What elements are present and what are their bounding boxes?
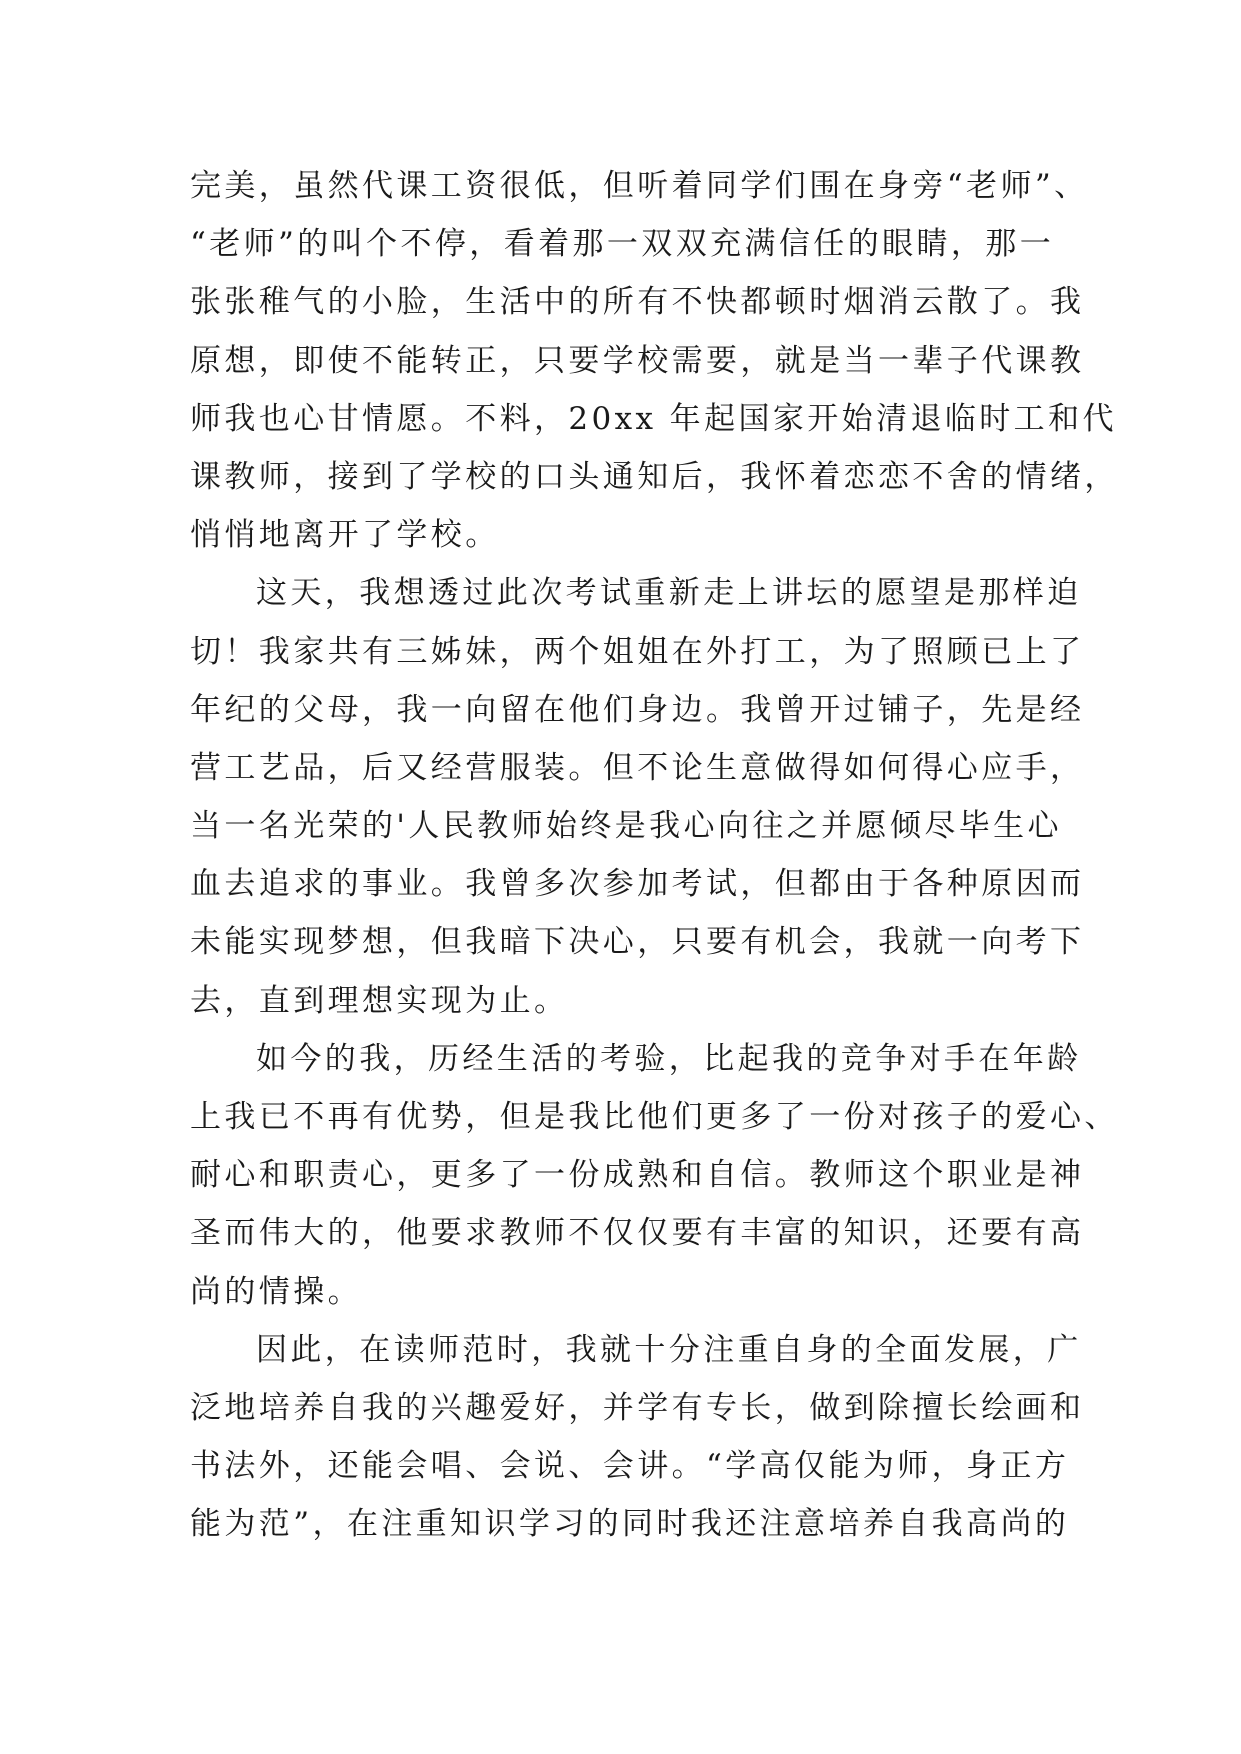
body-text: [190, 157, 1119, 1554]
text-line: 未能实现梦想，但我暗下决心，只要有机会，我就一向考下: [190, 924, 1085, 961]
text-line: 原想，即使不能转正，只要学校需要，就是当一辈子代课教: [190, 342, 1085, 379]
text-line: 营工艺品，后又经营服装。但不论生意做得如何得心应手，: [190, 749, 1085, 786]
text-line: 完美，虽然代课工资很低，但听着同学们围在身旁“老师”、: [190, 168, 1089, 204]
text-line: 去，直到理想实现为止。: [190, 982, 569, 1019]
text-line: 课教师，接到了学校的口头通知后，我怀着恋恋不舍的情绪，: [190, 458, 1119, 495]
text-line: 当一名光荣的'人民教师始终是我心向往之并愿倾尽毕生心: [190, 808, 1062, 845]
text-line: 耐心和职责心，更多了一份成熟和自信。教师这个职业是神: [190, 1157, 1085, 1194]
text-line: 年纪的父母，我一向留在他们身边。我曾开过铺子，先是经: [190, 691, 1085, 728]
text-line: 上我已不再有优势，但是我比他们更多了一份对孩子的爱心、: [190, 1099, 1119, 1135]
text-line: “老师”的叫个不停，看着那一双双充满信任的眼睛，那一: [190, 226, 1055, 263]
text-line: 张张稚气的小脸，生活中的所有不快都顿时烟消云散了。我: [190, 284, 1085, 321]
paragraph-start-line: 如今的我，历经生活的考验，比起我的竞争对手在年龄: [256, 1040, 1082, 1077]
text-line: 书法外，还能会唱、会说、会讲。“学高仅能为师，身正方: [190, 1448, 1070, 1485]
text-line: 圣而伟大的，他要求教师不仅仅要有丰富的知识，还要有高: [190, 1215, 1085, 1252]
text-line: 泛地培养自我的兴趣爱好，并学有专长，做到除擅长绘画和: [190, 1389, 1085, 1426]
text-line: 尚的情操。: [190, 1273, 362, 1310]
paragraph-start-line: 因此，在读师范时，我就十分注重自身的全面发展，广: [256, 1331, 1082, 1368]
paragraph-start-line: 这天，我想透过此次考试重新走上讲坛的愿望是那样迫: [256, 575, 1082, 612]
text-line: 师我也心甘情愿。不料，20xx 年起国家开始清退临时工和代: [190, 400, 1117, 437]
text-line: 血去追求的事业。我曾多次参加考试，但都由于各种原因而: [190, 866, 1085, 903]
text-line: 能为范”，在注重知识学习的同时我还注意培养自我高尚的: [190, 1506, 1070, 1543]
text-line: 悄悄地离开了学校。: [190, 517, 500, 554]
text-line: 切！我家共有三姊妹，两个姐姐在外打工，为了照顾已上了: [190, 633, 1085, 670]
